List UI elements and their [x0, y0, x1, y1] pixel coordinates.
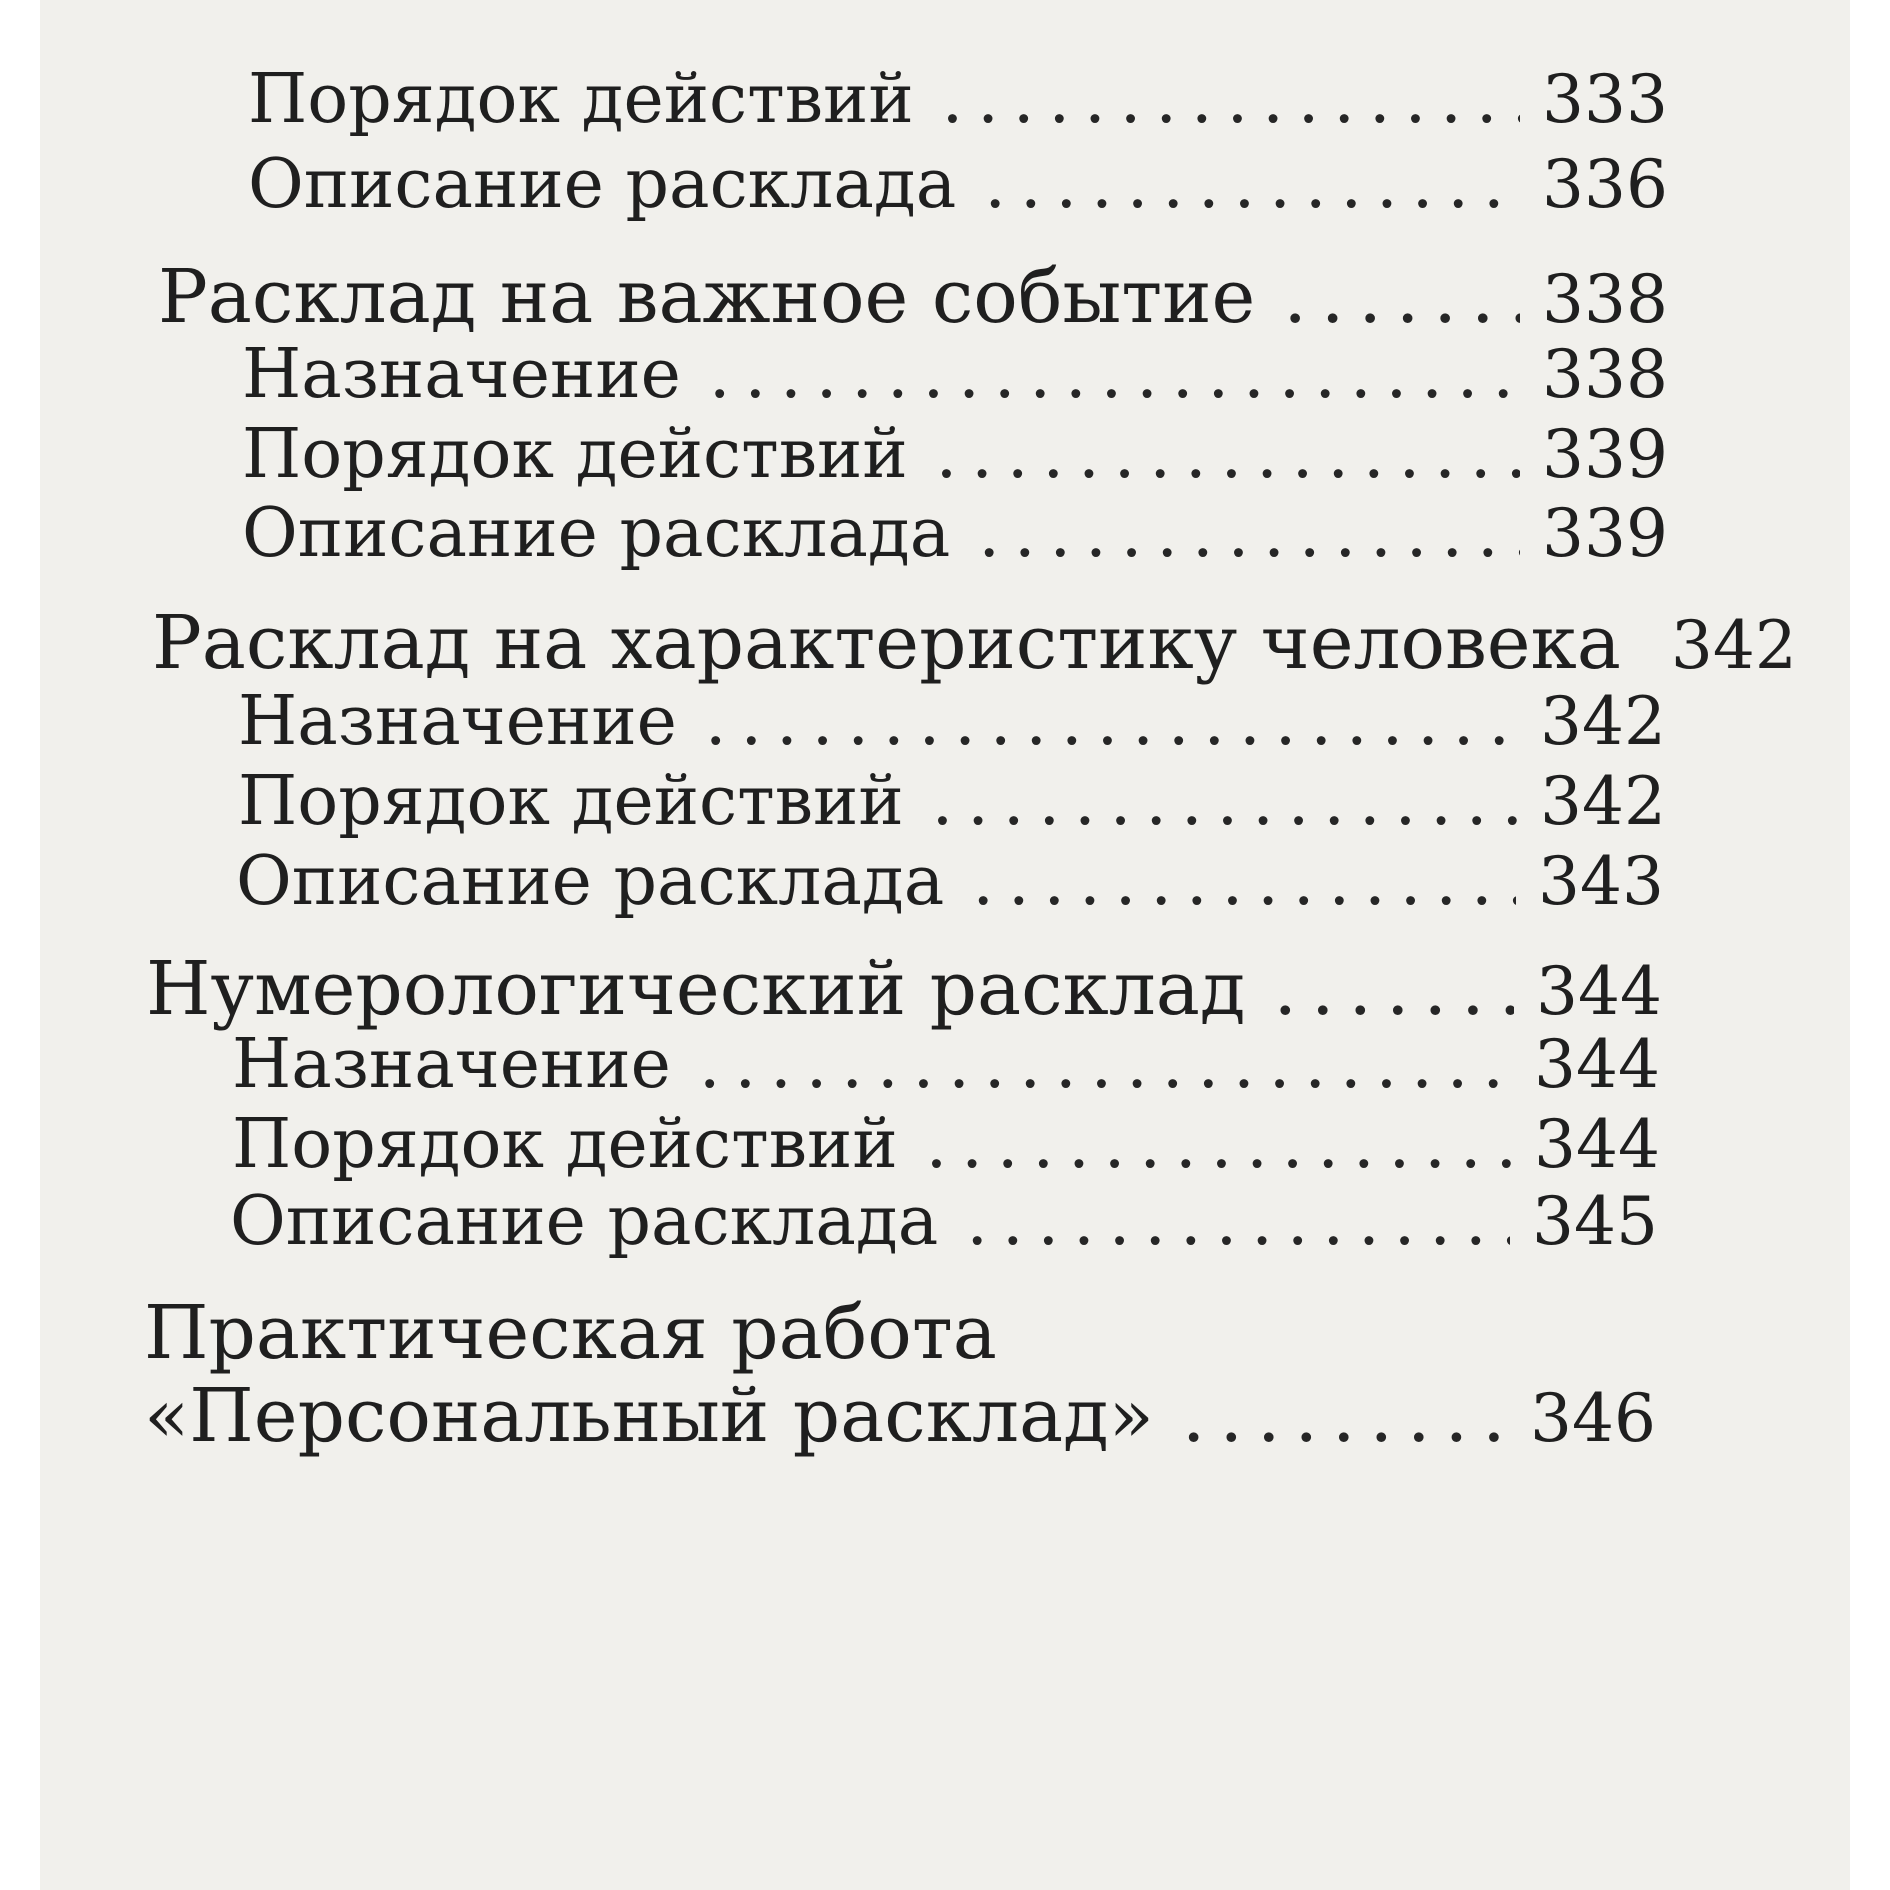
toc-entry-title: Описание расклада — [230, 1182, 939, 1261]
dot-leader — [926, 1105, 1512, 1184]
dot-leader — [972, 842, 1516, 921]
toc-entry — [248, 60, 1668, 139]
toc-entry-page: 342 — [1540, 683, 1666, 760]
toc-entry-title: Описание расклада — [242, 494, 951, 573]
toc-entry-title: Назначение — [232, 1025, 671, 1104]
dot-leader — [966, 1182, 1510, 1261]
toc-entry — [232, 1025, 1660, 1104]
toc-section — [158, 254, 1668, 340]
toc-entry-title: Назначение — [242, 335, 681, 414]
dot-leader — [705, 682, 1518, 761]
dot-leader — [1273, 946, 1514, 1032]
toc-entry — [248, 145, 1668, 224]
toc-entry — [242, 494, 1668, 573]
toc-entry-page: 333 — [1542, 61, 1668, 138]
toc-entry — [230, 1182, 1658, 1261]
dot-leader — [699, 1025, 1512, 1104]
dot-leader — [978, 494, 1520, 573]
toc-entry-title: Порядок действий — [232, 1105, 898, 1184]
dot-leader — [709, 335, 1520, 414]
toc-section-page: 342 — [1670, 607, 1797, 684]
toc-section-page: 344 — [1536, 953, 1662, 1030]
toc-section-title: Расклад на важное событие — [158, 254, 1256, 340]
dot-leader — [1182, 1373, 1508, 1459]
toc-entry-title: Описание расклада — [248, 145, 957, 224]
toc-entry-title: Порядок действий — [242, 415, 908, 494]
toc-entry-page: 343 — [1538, 843, 1664, 920]
dot-leader — [942, 60, 1520, 139]
dot-leader — [936, 415, 1520, 494]
dot-leader — [984, 145, 1520, 224]
toc-entry — [238, 762, 1666, 841]
toc-section — [144, 1373, 1656, 1459]
toc-section — [146, 946, 1662, 1032]
book-page — [40, 0, 1850, 1890]
toc-entry-page: 344 — [1534, 1026, 1660, 1103]
toc-entry — [242, 335, 1668, 414]
toc-entry-page: 338 — [1542, 336, 1668, 413]
toc-entry-page: 339 — [1542, 416, 1668, 493]
toc-entry-page: 342 — [1540, 763, 1666, 840]
toc-entry-page: 345 — [1532, 1183, 1658, 1260]
toc-section-title: Нумерологический расклад — [146, 946, 1246, 1032]
toc-entry — [236, 842, 1664, 921]
toc-section-title: «Персональный расклад» — [144, 1373, 1154, 1459]
table-of-contents — [40, 0, 1850, 1890]
toc-entry — [242, 415, 1668, 494]
dot-leader — [932, 762, 1518, 841]
dot-leader — [1283, 254, 1520, 340]
toc-entry-title: Описание расклада — [236, 842, 945, 921]
toc-section-page: 346 — [1530, 1380, 1656, 1457]
toc-section-title-line1: Практическая работа — [144, 1290, 997, 1376]
toc-entry — [232, 1105, 1660, 1184]
toc-entry-title: Порядок действий — [248, 60, 914, 139]
toc-section-page: 338 — [1542, 261, 1668, 338]
toc-entry-page: 339 — [1542, 495, 1668, 572]
toc-section-title: Расклад на характеристику человека — [152, 600, 1621, 686]
toc-entry — [238, 682, 1666, 761]
toc-entry-page: 336 — [1542, 146, 1668, 223]
toc-entry-title: Порядок действий — [238, 762, 904, 841]
toc-entry-page: 344 — [1534, 1106, 1660, 1183]
toc-section — [152, 600, 1797, 686]
toc-entry-title: Назначение — [238, 682, 677, 761]
